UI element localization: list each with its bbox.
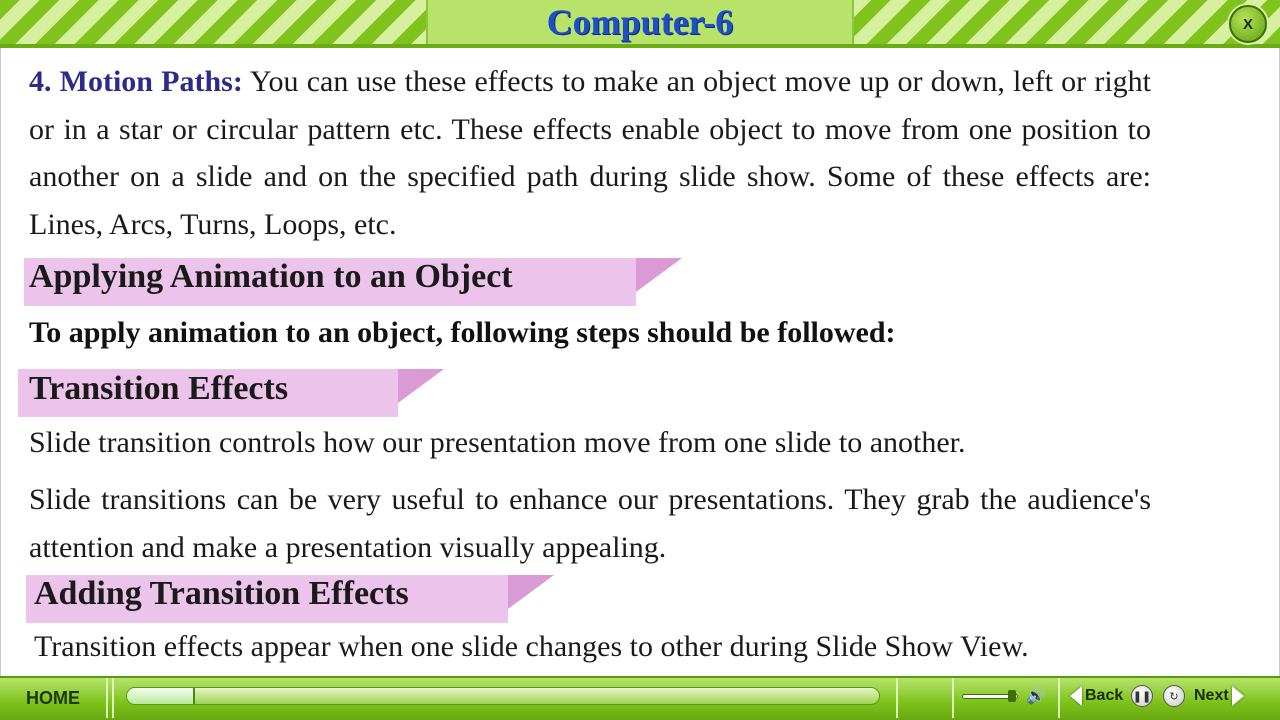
progress-fill	[127, 688, 195, 704]
page-title: Computer-6	[546, 2, 734, 42]
next-label: Next	[1194, 687, 1229, 704]
motion-paths-lead: 4. Motion Paths:	[29, 65, 243, 98]
adding-transition-line: Transition effects appear when one slide changes to other during Slide Show View.	[34, 630, 1029, 663]
replay-icon: ↻	[1169, 689, 1179, 703]
divider	[896, 678, 898, 718]
speaker-icon[interactable]: 🔊	[1026, 686, 1046, 705]
header-bar	[0, 0, 1280, 48]
next-button[interactable]	[1194, 682, 1244, 710]
close-icon: X	[1242, 15, 1253, 33]
heading-adding-transition: Adding Transition Effects	[34, 575, 409, 612]
next-arrow-icon	[1232, 686, 1244, 706]
close-button[interactable]	[1229, 5, 1267, 43]
replay-button[interactable]	[1163, 685, 1185, 707]
title-box	[426, 0, 854, 44]
back-label: Back	[1085, 687, 1124, 704]
progress-bar[interactable]	[126, 687, 880, 705]
back-button[interactable]	[1070, 682, 1123, 710]
back-arrow-icon	[1070, 686, 1082, 706]
heading-flag	[636, 258, 682, 292]
heading-flag	[508, 575, 554, 609]
transition-paragraph-2: Slide transitions can be very useful to enhance our presentations. They grab the audience's attention and make a presentation visually appealing.	[29, 483, 1151, 564]
motion-paths-text: You can use these effects to make an object move up or down, left or right or in a star or circular pattern etc. These effects enable object to move from one position to another on a slide and on the specified path during slide show. Some of these effects are: Lines, Arcs, Turns, Loops, etc.	[29, 65, 1151, 241]
transition-line-1: Slide transition controls how our presentation move from one slide to another.	[29, 426, 966, 459]
heading-transition-effects: Transition Effects	[29, 370, 289, 407]
left-border	[0, 48, 1, 676]
heading-applying-animation: Applying Animation to an Object	[29, 258, 513, 295]
footer-bar	[0, 676, 1280, 720]
home-label: HOME	[26, 687, 80, 708]
heading-flag	[398, 369, 444, 403]
divider	[1058, 678, 1060, 718]
steps-instruction: To apply animation to an object, following steps should be followed:	[29, 316, 896, 349]
pause-icon: ❚❚	[1132, 689, 1152, 703]
divider	[112, 678, 114, 718]
volume-knob[interactable]	[1008, 690, 1016, 702]
pause-button[interactable]	[1131, 685, 1153, 707]
motion-paths-paragraph	[29, 58, 1151, 248]
divider	[952, 678, 954, 718]
home-button[interactable]	[0, 678, 108, 718]
